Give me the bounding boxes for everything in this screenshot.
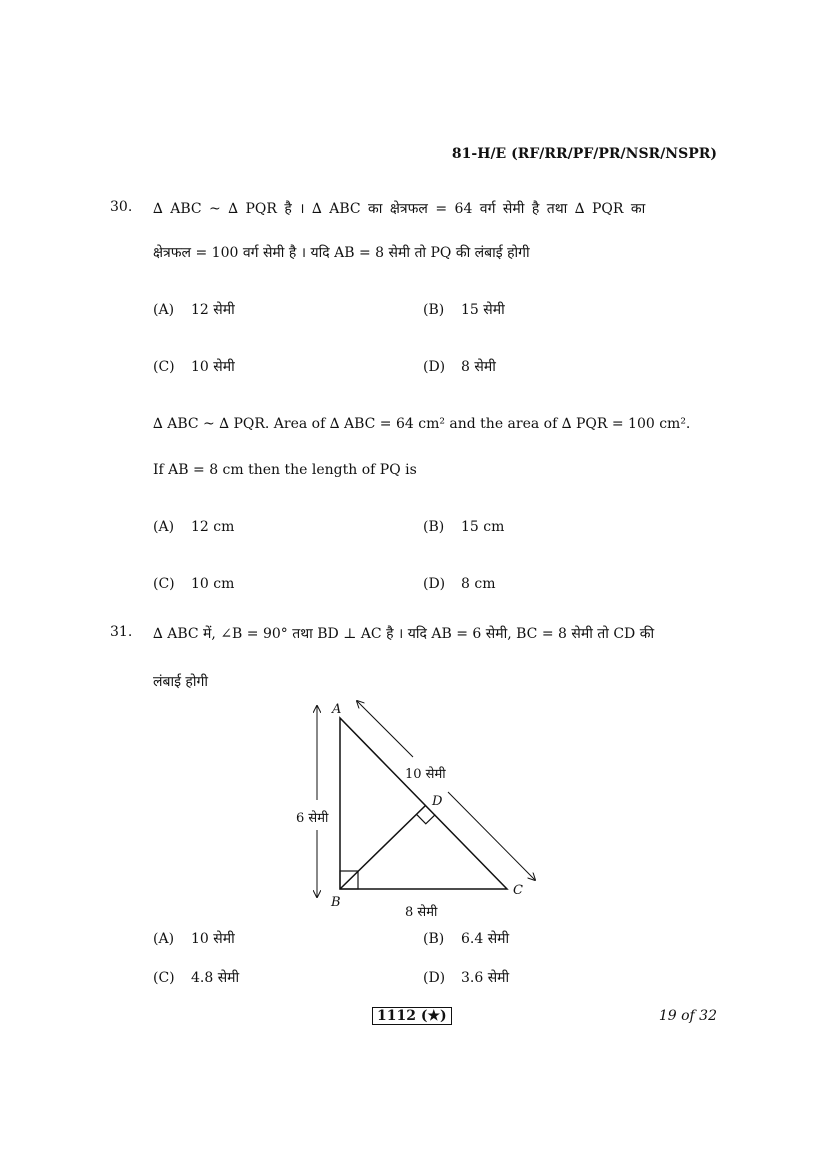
booklet-code: 1112 (★): [372, 1007, 452, 1025]
label-ab: 6 सेमी: [296, 811, 329, 826]
segment-bd: [340, 806, 426, 890]
paper-code: 81-H/E (RF/RR/PF/PR/NSR/NSPR): [451, 146, 717, 162]
q30-hindi-line2: क्षेत्रफल = 100 वर्ग सेमी है । यदि AB = 8 सेमी तो PQ की लंबाई होगी: [153, 245, 530, 261]
q30-english-line2: If AB = 8 cm then the length of PQ is: [153, 462, 417, 478]
label-b: B: [331, 895, 341, 910]
q30-hindi-line1: ∆ ABC ~ ∆ PQR है । ∆ ABC का क्षेत्रफल = 64 वर्ग सेमी है तथा ∆ PQR का: [153, 201, 646, 217]
page-number: 19 of 32: [658, 1008, 717, 1024]
label-a: A: [332, 702, 342, 717]
q31-line1: ∆ ABC में, ∠B = 90° तथा BD ⊥ AC है । यदि AB = 6 सेमी, BC = 8 सेमी तो CD की: [153, 626, 655, 642]
q30-english-option-a: (A) 12 cm: [153, 519, 235, 535]
q30-hindi-option-c: (C) 10 सेमी: [153, 359, 235, 375]
q31-number: 31.: [110, 624, 133, 640]
q31-option-c: (C) 4.8 सेमी: [153, 970, 240, 986]
q30-hindi-option-a: (A) 12 सेमी: [153, 302, 235, 318]
right-angle-d: [417, 814, 436, 824]
q30-number: 30.: [110, 199, 133, 215]
triangle-abc: [340, 718, 507, 889]
label-c: C: [513, 883, 523, 898]
label-ac: 10 सेमी: [405, 767, 446, 782]
q30-english-line1: ∆ ABC ~ ∆ PQR. Area of ∆ ABC = 64 cm² and the area of ∆ PQR = 100 cm².: [153, 416, 691, 432]
q30-english-option-b: (B) 15 cm: [423, 519, 505, 535]
q31-line2: लंबाई होगी: [153, 674, 209, 690]
ac-arrow-down: [448, 792, 535, 880]
label-d: D: [432, 794, 443, 809]
q31-option-b: (B) 6.4 सेमी: [423, 931, 510, 947]
q31-option-a: (A) 10 सेमी: [153, 931, 235, 947]
q30-english-option-c: (C) 10 cm: [153, 576, 235, 592]
q30-english-option-d: (D) 8 cm: [423, 576, 496, 592]
q30-hindi-option-b: (B) 15 सेमी: [423, 302, 505, 318]
q30-hindi-option-d: (D) 8 सेमी: [423, 359, 496, 375]
ac-arrow-up: [357, 701, 413, 757]
label-bc: 8 सेमी: [405, 905, 438, 920]
q31-option-d: (D) 3.6 सेमी: [423, 970, 510, 986]
